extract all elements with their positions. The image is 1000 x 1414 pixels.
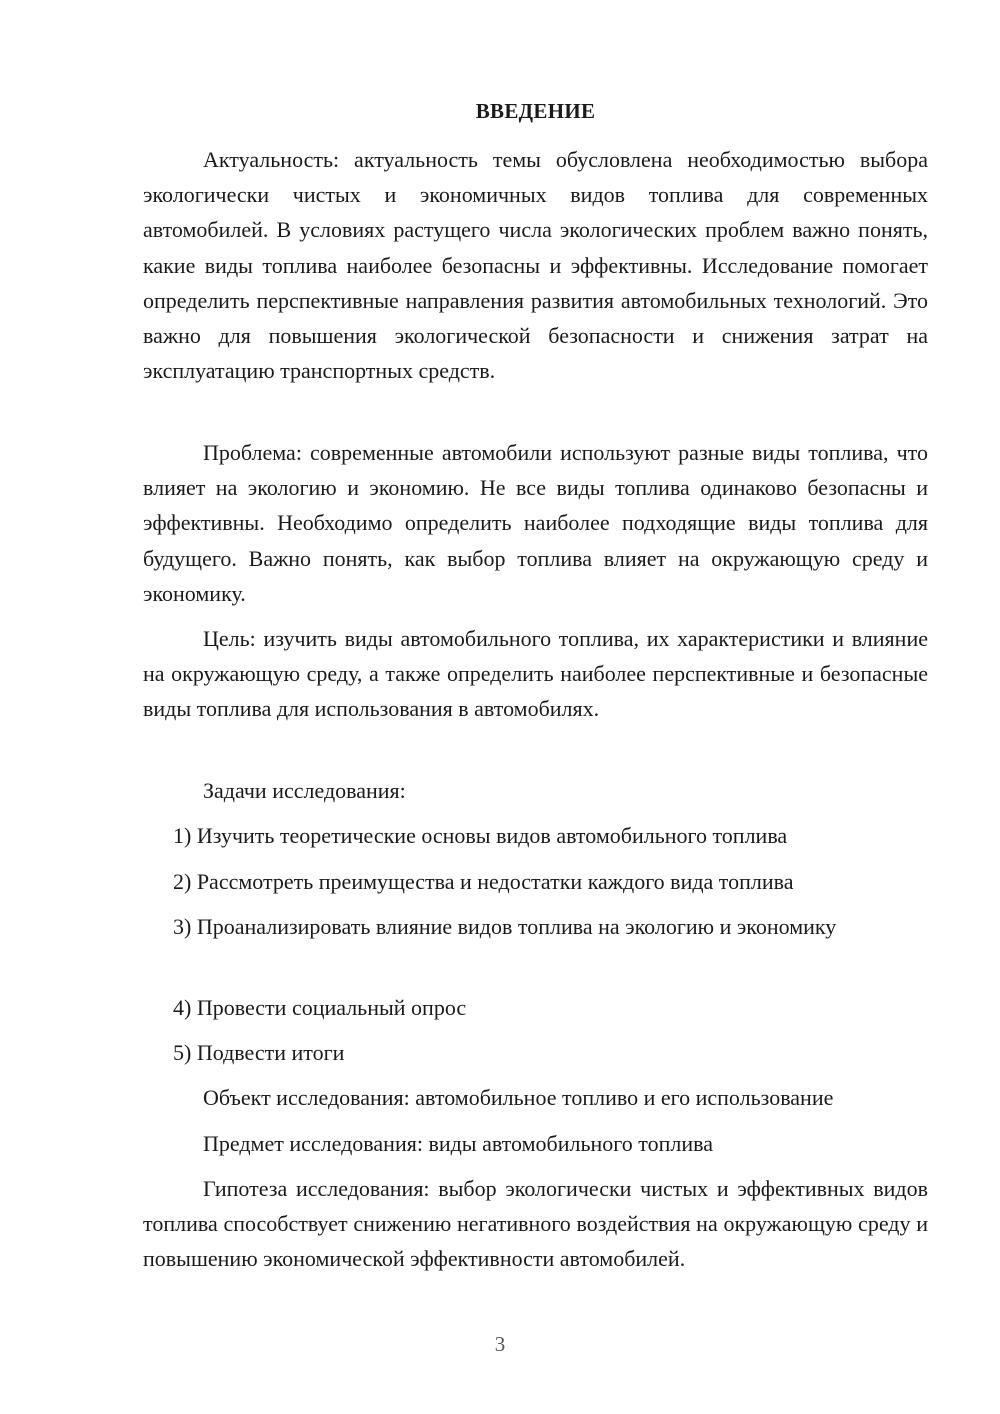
problem-paragraph: Проблема: современные автомобили используют разные виды топлива, что влияет на экологию и экономию. Не все виды топлива одинаково безопасны и эффективны. Необходимо определить наиболее подходящие виды топлива для будущего. Важно понять, как выбор топлива влияет на окружающую среду и экономику. bbox=[143, 440, 928, 606]
task-item-2: 2) Рассмотреть преимущества и недостатки каждого вида топлива bbox=[173, 869, 794, 894]
page-number: 3 bbox=[494, 1332, 506, 1356]
task-item-4: 4) Провести социальный опрос bbox=[173, 995, 467, 1020]
object-paragraph: Объект исследования: автомобильное топливо и его использование bbox=[203, 1085, 834, 1110]
task-item-1: 1) Изучить теоретические основы видов автомобильного топлива bbox=[173, 823, 788, 848]
page-title: ВВЕДЕНИЕ bbox=[475, 99, 596, 123]
tasks-heading: Задачи исследования: bbox=[203, 778, 406, 803]
task-item-5: 5) Подвести итоги bbox=[173, 1040, 345, 1065]
task-item-3: 3) Проанализировать влияние видов топлива на экологию и экономику bbox=[173, 914, 837, 939]
hypothesis-paragraph: Гипотеза исследования: выбор экологически чистых и эффективных видов топлива способствует снижению негативного воздействия на окружающую среду и повышению экономической эффективности автомобилей. bbox=[143, 1176, 928, 1272]
relevance-paragraph: Актуальность: актуальность темы обусловлена необходимостью выбора экологически чистых и экономичных видов топлива для современных автомобилей. В условиях растущего числа экологических проблем важно понять, какие виды топлива наиболее безопасны и эффективны. Исследование помогает определить перспективные направления развития автомобильных технологий. Это важно для повышения экологической безопасности и снижения затрат на эксплуатацию транспортных средств. bbox=[143, 147, 928, 384]
goal-paragraph: Цель: изучить виды автомобильного топлива, их характеристики и влияние на окружающую среду, а также определить наиболее перспективные и безопасные виды топлива для использования в автомобилях. bbox=[143, 626, 928, 722]
subject-paragraph: Предмет исследования: виды автомобильного топлива bbox=[203, 1131, 713, 1156]
